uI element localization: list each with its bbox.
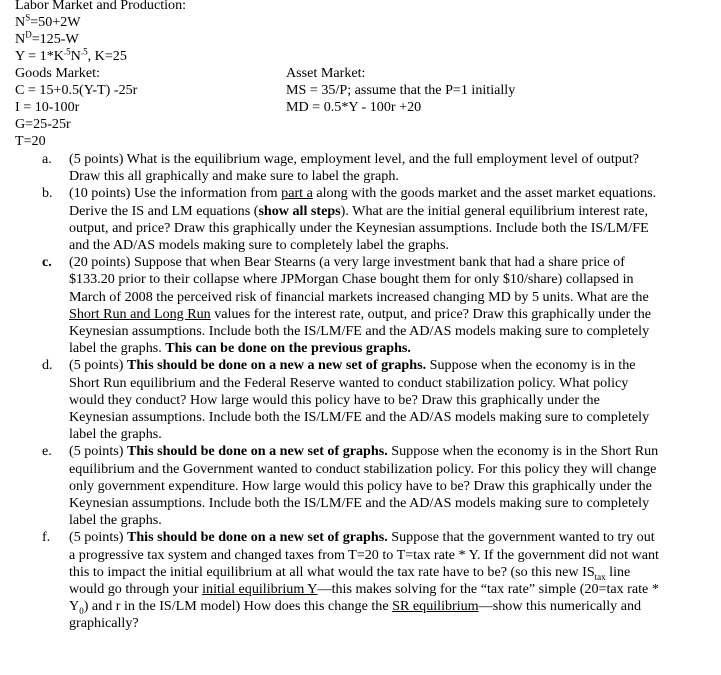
question-b (0, 185, 721, 254)
investment-equation: I = 10-100r (15, 99, 80, 115)
question-text: (10 points) Use the information from part a along with the goods market and the asset market equations. Derive the IS and LM equations (show all steps). What are the initial general equilibrium interest rate, output, and price? Draw this graphically under the Keynesian assumptions. Include both the IS/LM/FE and the AD/AS models making sure to completely label the graphs. (69, 185, 657, 254)
government-equation: G=25-25r (15, 116, 71, 132)
question-text: (5 points) This should be done on a new set of graphs. Suppose when the economy is in the Short Run equilibrium and the Government wanted to conduct stabilization policy. For this policy they will change only government expenditure. How large would this policy have to be? Draw this graphically under the Keynesian assumptions. Include both the IS/LM/FE and the AD/AS models making sure to completely label the graphs. (69, 443, 659, 529)
question-letter: a. (42, 151, 52, 167)
question-c (0, 254, 721, 357)
production-function: $Y = 1*K^{.5}N^{.5}$, K=25 (15, 46, 127, 64)
question-text: (5 points) What is the equilibrium wage, employment level, and the full employment level of output? Draw this all graphically and make sure to label the graph. (69, 151, 640, 185)
labor-supply-rhs: =50+2W (30, 14, 81, 30)
question-letter: e. (42, 443, 52, 460)
labor-supply-equation: $N^S=50+2W$ (15, 12, 81, 30)
question-d (0, 357, 721, 443)
labor-demand-symbol: N (15, 31, 26, 47)
question-text: (5 points) This should be done on a new set of graphs. Suppose that the government wanted to try out a progressive tax system and changed taxes from T=20 to T=tax rate * Y. If the government did not want this to impact the initial equilibrium at all what would the tax rate have to be? (so this new $IS_{tax}$ line would go through your initial equilibrium Y—this makes solving for the “tax rate” simple (20=tax rate * $Y_0$) and r in the IS/LM model) How does this change the SR equilibrium—show this numerically and graphically? (69, 529, 659, 632)
asset-market-title: Asset Market: (286, 65, 366, 81)
money-supply-equation: MS = 35/P; assume that the P=1 initially (286, 82, 516, 98)
question-f (0, 529, 721, 632)
question-text: (20 points) Suppose that when Bear Stearns (a very large investment bank that had a share price of $133.20 prior to their collapse where JPMorgan Chase bought them for only $10/share) collapsed in March of 2008 the perceived risk of financial markets increased changing MD by 5 units. What are the Short Run and Long Run values for the interest rate, output, and price? Draw this graphically under the Keynesian assumptions. Include both the IS/LM/FE and the AD/AS models making sure to completely label the graphs. This can be done on the previous graphs. (69, 254, 652, 357)
question-letter: c. (42, 254, 52, 271)
labor-demand-rhs: =125-W (31, 31, 79, 47)
question-e (0, 443, 721, 529)
part-a-reference: part a (281, 185, 313, 202)
question-letter: d. (42, 357, 53, 374)
question-letter: f. (42, 529, 51, 546)
tax-equation: T=20 (15, 133, 46, 149)
goods-market-title: Goods Market: (15, 65, 100, 81)
consumption-equation: C = 15+0.5(Y-T) -25r (15, 82, 138, 98)
labor-supply-symbol: N (15, 14, 26, 30)
labor-demand-equation: $N^D=125-W$ (15, 29, 79, 47)
money-demand-equation: MD = 0.5*Y - 100r +20 (286, 99, 422, 115)
labor-market-title: Labor Market and Production: (15, 0, 187, 13)
question-text: (5 points) This should be done on a new a new set of graphs. Suppose when the economy is in the Short Run equilibrium and the Federal Reserve wanted to conduct stabilization policy. What policy would they conduct? How large would this policy have to be? Draw this graphically under the Keynesian assumptions. Include both the IS/LM/FE and the AD/AS models making sure to completely label the graphs. (69, 357, 650, 443)
question-a (0, 151, 721, 185)
question-list (0, 151, 721, 633)
question-letter: b. (42, 185, 53, 202)
